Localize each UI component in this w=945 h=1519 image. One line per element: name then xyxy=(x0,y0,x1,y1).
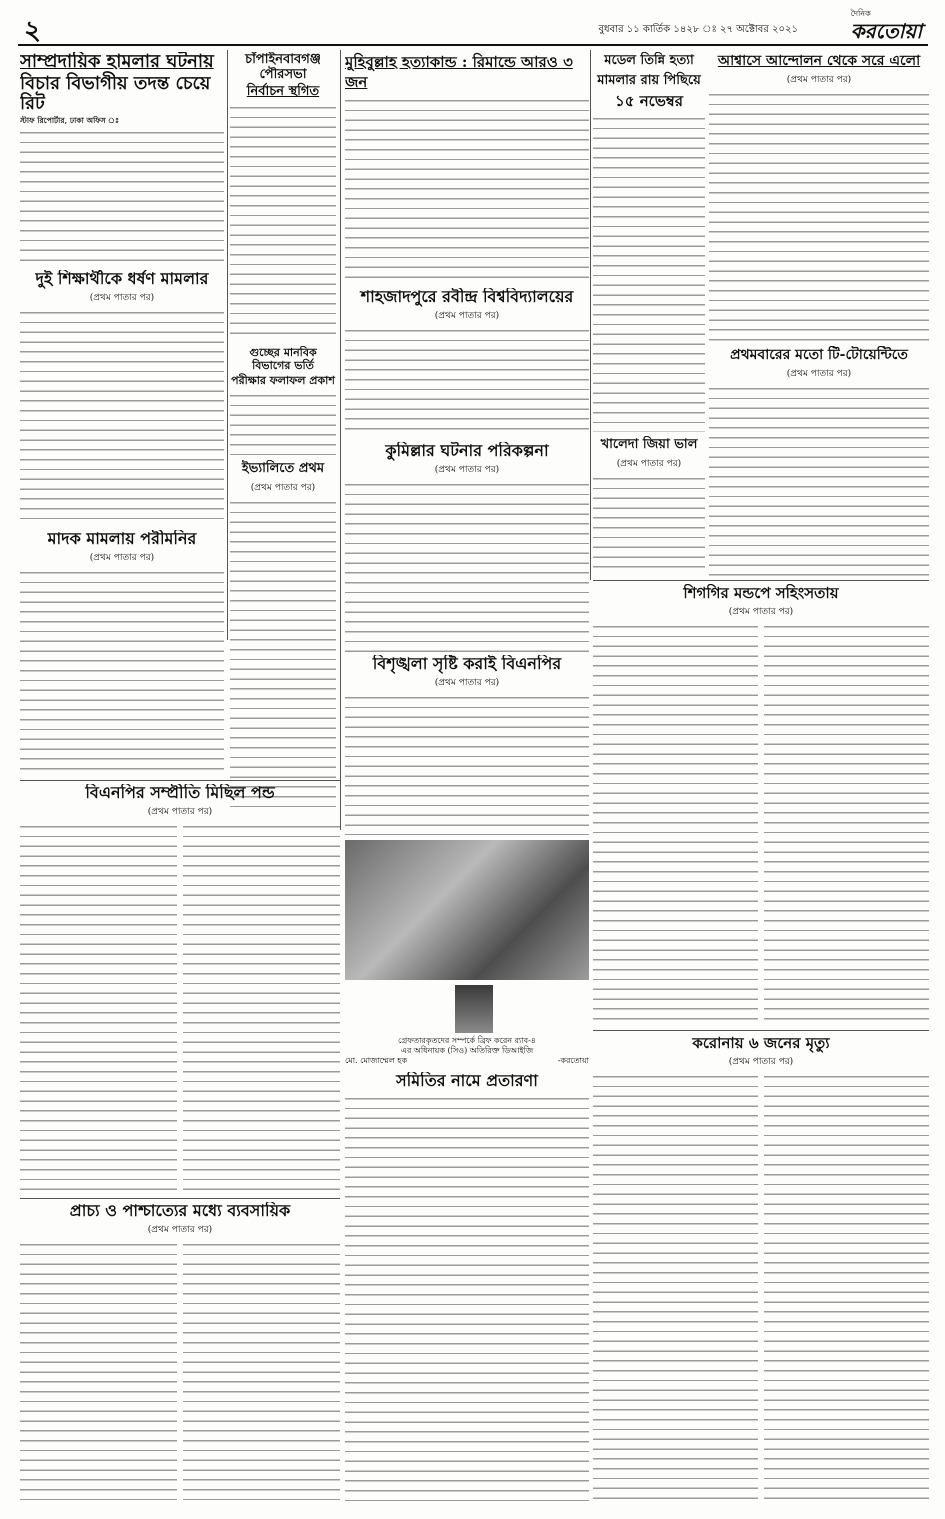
headline: বিশৃঙ্খলা সৃষ্টি করাই বিএনপির xyxy=(372,655,562,673)
continued-label: (প্রথম পাতার পর) xyxy=(147,1225,213,1235)
headline: ১৫ নভেম্বর xyxy=(615,92,683,110)
headline: মুহিবুল্লাহ হত্যাকান্ড : রিমান্ডে আরও ৩ জন xyxy=(345,53,573,91)
article-bnp-chaos xyxy=(345,655,589,835)
photo-caption xyxy=(345,1036,589,1066)
article-khaleda-zia xyxy=(593,436,705,576)
headline: বিচার বিভাগীয় তদন্ত চেয়ে রিট xyxy=(20,73,211,114)
article-t20 xyxy=(709,346,929,576)
masthead xyxy=(18,8,928,46)
article-porimoni-case xyxy=(20,530,224,775)
article-bnp-rally xyxy=(20,784,340,1194)
continued-label: (প্রথম পাতার পর) xyxy=(147,807,213,817)
column-rule xyxy=(227,50,228,640)
headline: পরীক্ষার ফলাফল প্রকাশ xyxy=(231,374,335,387)
column-rule xyxy=(590,50,591,580)
news-photo-officer xyxy=(455,985,493,1033)
article-rabindra-university xyxy=(345,288,589,438)
article-mondop-violence xyxy=(593,584,929,1024)
headline: ইভ্যালিতে প্রথম xyxy=(241,461,325,476)
headline: খালেদা জিয়া ভাল xyxy=(600,437,698,452)
continued-label: (প্রথম পাতার পর) xyxy=(89,553,155,563)
article-evaly xyxy=(230,460,336,815)
article-movement-withdrawn xyxy=(709,52,929,342)
headline: মামলার রায় পিছিয়ে xyxy=(597,73,701,88)
article-tinni-verdict xyxy=(593,52,705,432)
article-samity-fraud xyxy=(345,1072,589,1507)
continued-label: (প্রথম পাতার পর) xyxy=(89,293,155,303)
continued-label: (প্রথম পাতার পর) xyxy=(728,1057,794,1067)
article-chapainawabganj xyxy=(230,52,336,342)
section-rule xyxy=(593,580,929,581)
dateline: বুধবার ১১ কার্তিক ১৪২৮ ঃ ২৭ অক্টোবর ২০২১ xyxy=(598,24,798,35)
headline: প্রথমবারের মতো টি-টোয়েন্টিতে xyxy=(730,347,908,363)
newspaper-logo xyxy=(851,8,922,50)
caption-line: মো. মোজাম্মেল হক xyxy=(345,1056,408,1065)
byline: স্টাফ রিপোর্টার, ঢাকা অফিস ঃ xyxy=(20,116,120,125)
headline: মডেল তিন্নি হত্যা xyxy=(604,53,694,68)
headline: মাদক মামলায় পরীমনির xyxy=(47,530,197,548)
headline: দুই শিক্ষার্থীকে ধর্ষণ মামলার xyxy=(35,270,209,288)
section-rule xyxy=(20,780,340,781)
headline: বিএনপির সম্প্রীতি মিছিল পন্ড xyxy=(85,784,275,802)
continued-label: (প্রথম পাতার পর) xyxy=(434,311,500,321)
headline: শিগগির মন্ডপে সহিংসতায় xyxy=(683,584,839,602)
section-rule xyxy=(593,1030,929,1031)
headline: কুমিল্লার ঘটনার পরিকল্পনা xyxy=(385,442,549,460)
article-comilla-plan xyxy=(345,442,589,652)
caption-line: গ্রেফতারকৃতদের সম্পর্কে ব্রিফ করেন র‌্যাব-৪ xyxy=(398,1036,536,1045)
logo-text: করতোয়া xyxy=(850,19,922,43)
headline: প্রাচ্য ও পাশ্চাত্যের মধ্যে ব্যবসায়িক xyxy=(69,1202,291,1220)
continued-label: (প্রথম পাতার পর) xyxy=(728,607,794,617)
continued-label: (প্রথম পাতার পর) xyxy=(616,459,682,469)
logo-small-text: দৈনিক xyxy=(850,9,871,18)
caption-credit: -করতোয়া xyxy=(557,1056,589,1065)
continued-label: (প্রথম পাতার পর) xyxy=(786,75,852,85)
headline: সাম্প্রদায়িক হামলার ঘটনায় xyxy=(20,52,214,72)
article-trade xyxy=(20,1202,340,1507)
headline: সমিতির নামে প্রতারণা xyxy=(396,1072,538,1090)
article-rape-case xyxy=(20,270,224,525)
column-rule xyxy=(340,50,341,830)
headline: করোনায় ৬ জনের মৃত্যু xyxy=(692,1034,830,1052)
section-rule xyxy=(20,1198,340,1199)
continued-label: (প্রথম পাতার পর) xyxy=(434,678,500,688)
caption-line: এর অধিনায়ক (সিও) অতিরিক্ত ডিআইজি xyxy=(400,1046,534,1055)
article-corona-deaths xyxy=(593,1034,929,1507)
news-photo-arrested xyxy=(345,840,589,980)
headline: গুচ্ছের মানবিক বিভাগের ভর্তি xyxy=(249,346,317,372)
headline: নির্বাচন স্থগিত xyxy=(246,84,320,99)
page-number: ২ xyxy=(24,16,41,46)
continued-label: (প্রথম পাতার পর) xyxy=(434,465,500,475)
headline: আশ্বাসে আন্দোলন থেকে সরে এলো xyxy=(717,53,921,69)
headline: শাহজাদপুরে রবীন্দ্র বিশ্ববিদ্যালয়ের xyxy=(360,288,574,306)
continued-label: (প্রথম পাতার পর) xyxy=(786,369,852,379)
continued-label: (প্রথম পাতার পর) xyxy=(250,483,316,493)
article-admission-result xyxy=(230,346,336,456)
headline: চাঁপাইনবাবগঞ্জ পৌরসভা xyxy=(245,52,321,82)
article-writ-petition xyxy=(20,52,224,262)
article-muhibullah xyxy=(345,52,589,284)
